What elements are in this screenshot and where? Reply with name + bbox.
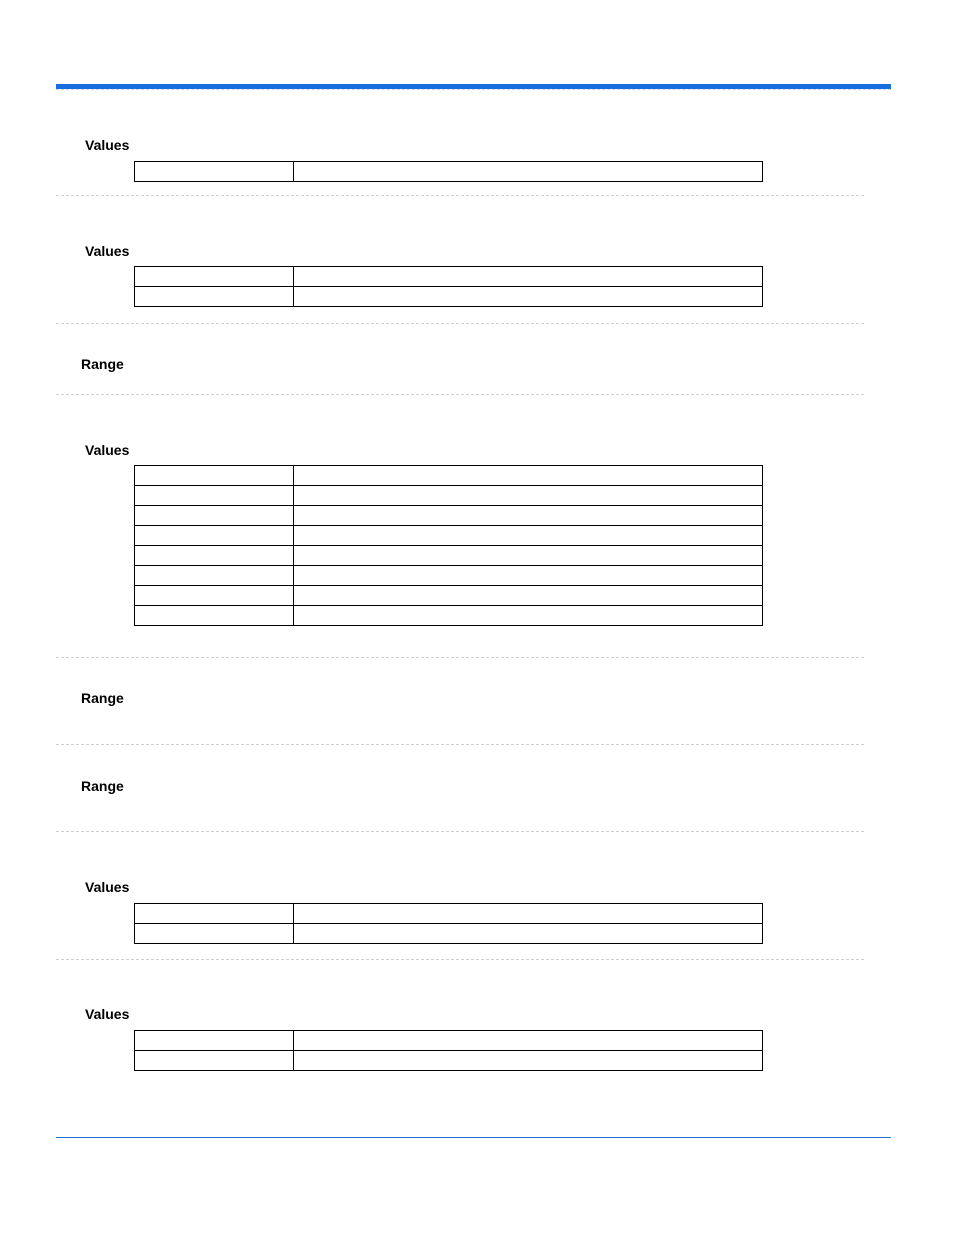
values-heading: Values <box>85 243 130 259</box>
header-rule-shadow <box>56 89 891 90</box>
section-separator <box>56 657 864 658</box>
table-row <box>135 1051 763 1071</box>
values-table <box>134 161 763 182</box>
table-cell-value <box>294 546 763 566</box>
values-heading: Values <box>85 442 130 458</box>
table-cell-key <box>135 506 294 526</box>
table-cell-value <box>294 287 763 307</box>
values-table <box>134 903 763 944</box>
table-row <box>135 924 763 944</box>
footer-rule <box>56 1137 891 1138</box>
values-heading: Values <box>85 879 130 895</box>
table-row <box>135 904 763 924</box>
range-heading: Range <box>81 690 124 706</box>
table-cell-value <box>294 566 763 586</box>
table-row <box>135 486 763 506</box>
range-heading: Range <box>81 356 124 372</box>
table-row <box>135 506 763 526</box>
values-heading: Values <box>85 1006 130 1022</box>
table-cell-key <box>135 162 294 182</box>
table-cell-value <box>294 904 763 924</box>
values-table <box>134 266 763 307</box>
table-cell-value <box>294 1031 763 1051</box>
table-cell-value <box>294 267 763 287</box>
table-cell-value <box>294 162 763 182</box>
table-row <box>135 267 763 287</box>
table-cell-value <box>294 466 763 486</box>
table-cell-key <box>135 486 294 506</box>
values-heading: Values <box>85 137 130 153</box>
table-row <box>135 287 763 307</box>
table-cell-value <box>294 924 763 944</box>
table-cell-key <box>135 466 294 486</box>
section-separator <box>56 323 864 324</box>
table-cell-key <box>135 267 294 287</box>
table-cell-key <box>135 1051 294 1071</box>
table-row <box>135 546 763 566</box>
table-row <box>135 1031 763 1051</box>
table-row <box>135 566 763 586</box>
section-separator <box>56 831 864 832</box>
section-separator <box>56 394 864 395</box>
table-row <box>135 466 763 486</box>
table-row <box>135 526 763 546</box>
table-cell-value <box>294 586 763 606</box>
values-table <box>134 1030 763 1071</box>
table-cell-key <box>135 546 294 566</box>
table-cell-value <box>294 506 763 526</box>
table-cell-value <box>294 486 763 506</box>
range-heading: Range <box>81 778 124 794</box>
table-cell-key <box>135 526 294 546</box>
table-cell-value <box>294 526 763 546</box>
values-table <box>134 465 763 626</box>
table-cell-key <box>135 1031 294 1051</box>
table-cell-key <box>135 566 294 586</box>
table-row <box>135 162 763 182</box>
section-separator <box>56 744 864 745</box>
table-cell-key <box>135 606 294 626</box>
table-cell-key <box>135 904 294 924</box>
table-cell-value <box>294 1051 763 1071</box>
table-cell-key <box>135 287 294 307</box>
table-cell-key <box>135 586 294 606</box>
table-cell-value <box>294 606 763 626</box>
table-cell-key <box>135 924 294 944</box>
table-row <box>135 606 763 626</box>
section-separator <box>56 959 864 960</box>
table-row <box>135 586 763 606</box>
section-separator <box>56 195 864 196</box>
